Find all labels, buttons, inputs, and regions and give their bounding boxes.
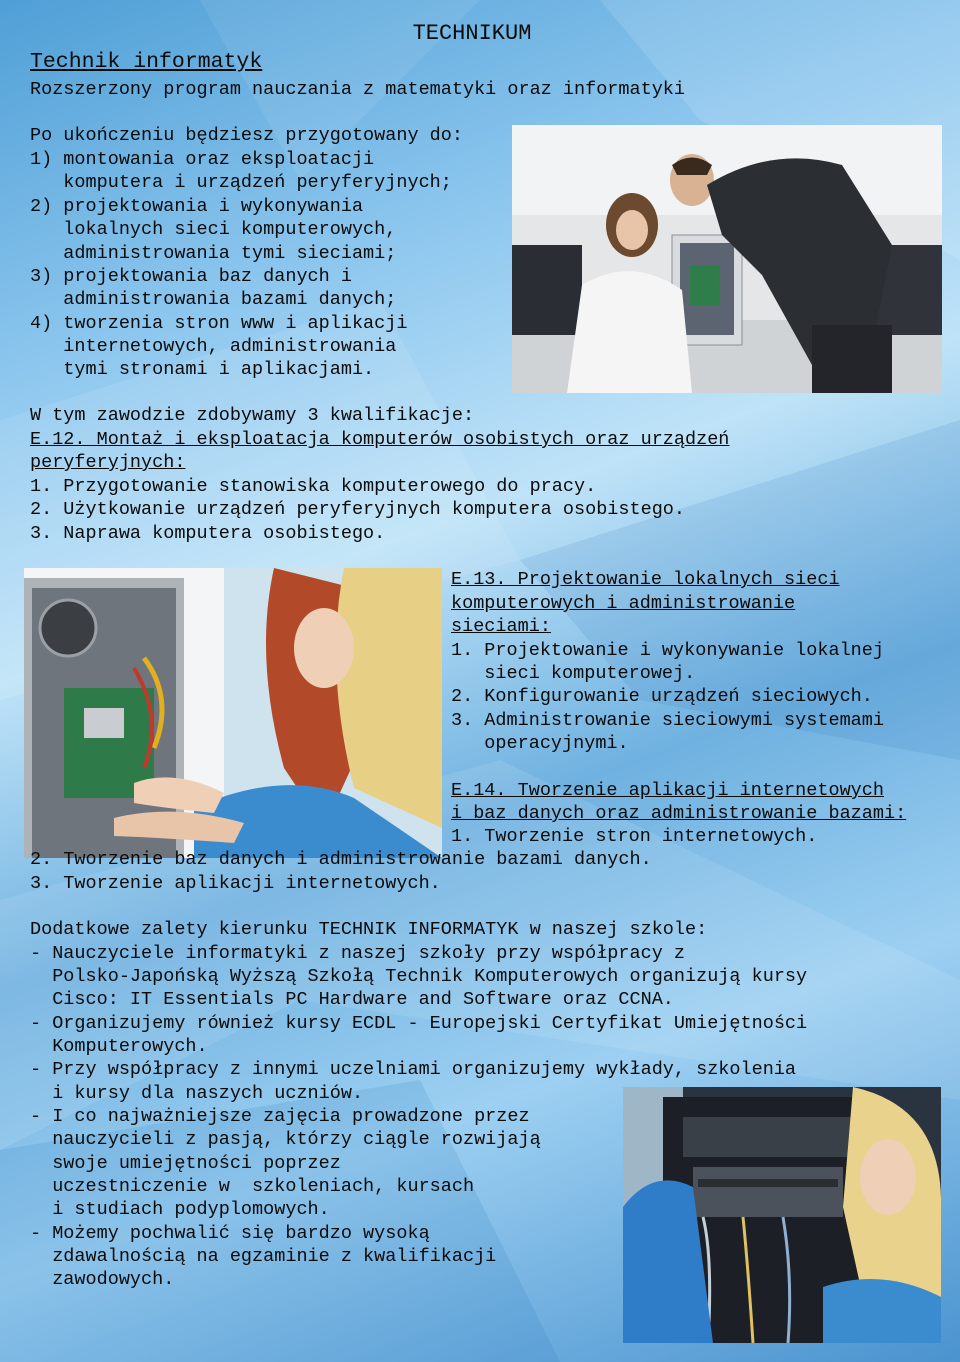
benefits-lead: Dodatkowe zalety kierunku TECHNIK INFORMATYK w naszej szkole: [30,919,708,940]
benefits-line: i studiach podyplomowych. [30,1199,330,1220]
benefits-line: - Przy współpracy z innymi uczelniami organizujemy wykłady, szkolenia [30,1059,797,1080]
benefits-line: Komputerowych. [30,1036,208,1057]
intro-line: 2) projektowania i wykonywania [30,196,364,217]
e12-item: 3. Naprawa komputera osobistego. [30,523,386,544]
intro-line: administrowania bazami danych; [30,289,397,310]
e12-item: 1. Przygotowanie stanowiska komputerowego do pracy. [30,476,597,497]
e13-item: 2. Konfigurowanie urządzeń sieciowych. [451,686,873,707]
benefits-line: - Organizujemy również kursy ECDL - Europejski Certyfikat Umiejętności [30,1013,808,1034]
benefits-line: swoje umiejętności poprzez [30,1153,341,1174]
photo-pc-assembly [24,568,442,858]
intro-line: 4) tworzenia stron www i aplikacji [30,313,408,334]
photo-network-rack [623,1087,941,1343]
photo-students-computer [512,125,942,393]
intro-line: lokalnych sieci komputerowych, [30,219,397,240]
intro-line: tymi stronami i aplikacjami. [30,359,375,380]
benefits-line: i kursy dla naszych uczniów. [30,1083,364,1104]
e13-item: sieci komputerowej. [451,663,696,684]
intro-lead: Po ukończeniu będziesz przygotowany do: [30,125,463,146]
e13-title: sieciami: [451,616,551,637]
intro-line: administrowania tymi sieciami; [30,243,397,264]
benefits-line: Polsko-Japońską Wyższą Szkołą Technik Komputerowych organizują kursy [30,966,808,987]
e13-title: komputerowych i administrowanie [451,593,796,614]
benefits-line: zdawalnością na egzaminie z kwalifikacji [30,1246,497,1267]
intro-line: komputera i urządzeń peryferyjnych; [30,172,452,193]
benefits-line: - Możemy pochwalić się bardzo wysoką [30,1223,430,1244]
e12-title: E.12. Montaż i eksploatacja komputerów osobistych oraz urządzeń [30,429,730,450]
e13-item: 1. Projektowanie i wykonywanie lokalnej [451,640,884,661]
e14-item: 2. Tworzenie baz danych i administrowanie bazami danych. [30,849,652,870]
e13-title: E.13. Projektowanie lokalnych sieci [451,569,840,590]
e12-item: 2. Użytkowanie urządzeń peryferyjnych komputera osobistego. [30,499,686,520]
main-heading: Technik informatyk [30,50,263,74]
e14-item: 3. Tworzenie aplikacji internetowych. [30,873,441,894]
e13-item: operacyjnymi. [451,733,629,754]
intro-line: internetowych, administrowania [30,336,397,357]
e14-title: E.14. Tworzenie aplikacji internetowych [451,780,884,801]
e12-title: peryferyjnych: [30,452,186,473]
intro-line: 1) montowania oraz eksploatacji [30,149,375,170]
page-title: TECHNIKUM [412,21,532,46]
benefits-line: - I co najważniejsze zajęcia prowadzone przez [30,1106,530,1127]
e13-item: 3. Administrowanie sieciowymi systemami [451,710,884,731]
subtitle: Rozszerzony program nauczania z matematyki oraz informatyki [30,79,686,100]
benefits-line: zawodowych. [30,1269,175,1290]
e14-title: i baz danych oraz administrowanie bazami: [451,803,907,824]
benefits-line: nauczycieli z pasją, którzy ciągle rozwijają [30,1129,541,1150]
benefits-line: - Nauczyciele informatyki z naszej szkoły przy współpracy z [30,943,686,964]
intro-line: 3) projektowania baz danych i [30,266,352,287]
qualifications-lead: W tym zawodzie zdobywamy 3 kwalifikacje: [30,405,475,426]
e14-item: 1. Tworzenie stron internetowych. [451,826,818,847]
benefits-line: Cisco: IT Essentials PC Hardware and Software oraz CCNA. [30,989,674,1010]
benefits-line: uczestniczenie w szkoleniach, kursach [30,1176,475,1197]
